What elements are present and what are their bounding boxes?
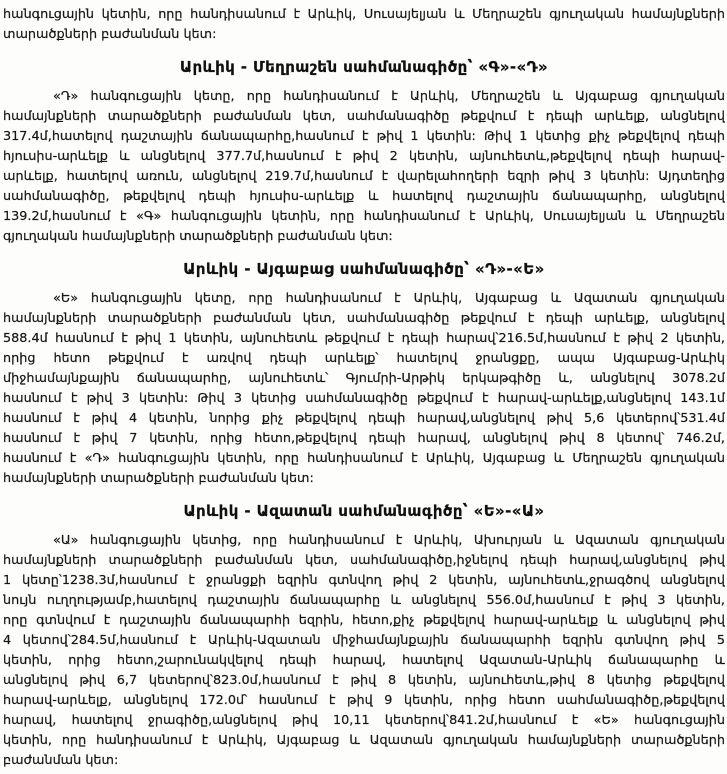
text-line: արևելք, հատելով առուն, անցնելով 219.7մ,հասնում է վարելահողերի եզրի թիվ 3 կետին: Այդտեղից <box>3 169 725 184</box>
text-line: հասնում է «Դ» հանգուցային կետին, որը հանդիսանում է Արևիկ, Այգաբաց և Մեղրաշեն գյուղական <box>3 451 725 466</box>
text-line: համայնքների տարածքների բաժանման կետ, սահմանագիծը թեքվում է դեպի արևելք, անցնելով <box>3 109 725 124</box>
text-line: «Ա» հանգուցային կետից, որը հանդիսանում է Արևիկ, Ախուրյան և Ազատան գյուղական <box>53 533 725 548</box>
text-line: համայնքների տարածքների բաժանման կետ, սահմանագիծը թեքվում է դեպի արևելք, անցնելով <box>3 311 725 326</box>
text-line: նույն ուղղությամբ,հատելով դաշտային ճանապարհը և անցնելով 556.0մ,հասնում է թիվ 3 կետին, <box>3 593 725 608</box>
text-line: 1 կետը՝1238.3մ,հասնում է ջրանցքի եզրին գտնվող թիվ 2 կետին, այնուհետև,ջրագծով անցնելով <box>3 573 725 588</box>
paragraph-section-2 <box>3 289 725 489</box>
text-line: տարածքների բաժանման կետ: <box>3 27 217 42</box>
paragraph-section-3 <box>3 531 725 771</box>
section-heading-arevik-aygabats: Արևիկ - Այգաբաց սահմանագիծը՝ «Դ»-«Ե» <box>183 260 545 278</box>
text-line: կետին, որից հետո,շարունակվելով դեպի հարավ, հատելով Ազատան-Արևիկ ճանապարհը և <box>3 653 725 668</box>
text-line: 588.4մ հասնում է թիվ 1 կետին, այնուհետև թեքվում է դեպի հարավ՝216.5մ,հասնում է թիվ 2 կետին, <box>3 331 725 346</box>
text-line: «Դ» հանգուցային կետը, որը հանդիսանում է Արևիկ, Մեղրաշեն և Այգաբաց գյուղական <box>53 89 725 104</box>
text-line: հասնում է թիվ 7 կետին, որից հետո,թեքվելով դեպի հարավ, անցնելով թիվ 8 կետով՝ 746.2մ, <box>3 431 725 446</box>
text-line: անցնելով թիվ 6,7 կետերով՝823.0մ,հասնում է թիվ 8 կետին, այնուհետև,թիվ 8 կետից թեքվելով <box>3 673 725 688</box>
text-line: բաժանման կետ: <box>3 753 119 768</box>
text-line: հանգուցային կետին, որը հանդիսանում է Արևիկ, Սուսայելյան և Մեղրաշեն գյուղական համայնքների <box>3 7 725 22</box>
text-line: կետին, որը հանդիսանում է Արևիկ, Այգաբաց և Ազատան գյուղական համայնքների տարածքների <box>3 733 725 748</box>
text-line: հյուսիս-արևելք և անցնելով 377.7մ,հասնում է թիվ 2 կետին, այնուհետև,թեքվելով դեպի հարավ- <box>3 149 725 164</box>
paragraph-section-1 <box>3 87 725 247</box>
text-line: համայնքների տարածքների բաժանման կետ, սահմանագիծը,իջնելով դեպի հարավ,անցնելով թիվ <box>3 553 725 568</box>
section-heading-arevik-azatan: Արևիկ - Ազատան սահմանագիծը՝ «Ե»-«Ա» <box>183 502 545 520</box>
text-line: 4 կետով՝284.5մ,հասնում է Արևիկ-Ազատան միջհամայնքային ճանապարհի եզրին գտնվող թիվ 5 <box>3 633 725 648</box>
text-line: գյուղական համայնքների տարածքների բաժանման կետ: <box>3 229 393 244</box>
text-line: «Ե» հանգուցային կետը, որը հանդիսանում է Արևիկ, Այգաբաց և Ազատան գյուղական <box>53 291 725 306</box>
text-line: հասնում է թիվ 3 կետին: Թիվ 3 կետից սահմանագիծը թեքվում է հարավ-արևելք,անցնելով 143.1մ <box>3 391 725 406</box>
paragraph-intro <box>3 5 725 45</box>
section-heading-arevik-meghrashen: Արևիկ - Մեղրաշեն սահմանագիծը՝ «Գ»-«Դ» <box>179 58 549 76</box>
text-line: համայնքների տարածքների բաժանման կետ: <box>3 471 314 486</box>
text-line: որից հետո թեքվում է առվով դեպի արևելք՝ հատելով ջրանցքը, ապա Այգաբաց-Արևիկ <box>3 351 725 366</box>
text-line: 139.2մ,հասնում է «Գ» հանգուցային կետին, որը հանդիսանում է Արևիկ, Սուսայելյան և Մեղրաշեն <box>3 209 725 224</box>
text-line: միջհամայնքային ճանապարհը, այնուհետև՝ Գյումրի-Արթիկ երկաթգիծը և, անցնելով 3078.2մ <box>3 371 725 386</box>
text-line: հասնում է թիվ 4 կետին, նորից քիչ թեքվելով դեպի հարավ,անցնելով թիվ 5,6 կետերով՝531.4մ <box>3 411 725 426</box>
text-line: սահմանագիծը, թեքվելով դեպի հյուսիս-արևելք և հատելով դաշտային ճանապարհը, անցնելով <box>3 189 725 204</box>
text-line: 317.4մ,հատելով դաշտային ճանապարհը,հասնում է թիվ 1 կետին: Թիվ 1 կետից քիչ թեքվելով դեպի <box>3 129 725 144</box>
text-line: հարավ, հատելով ջրագիծը,անցնելով թիվ 10,11 կետերով՝841.2մ,հասնում է «Ե» հանգուցային <box>3 713 725 728</box>
text-line: որը գտնվում է դաշտային ճանապարհի եզրին, հետո,քիչ թեքվելով հարավ-արևելք և անցնելով թիվ <box>3 613 725 628</box>
text-line: հարավ-արևելք, անցնելով 172.0մ՝ հասնում է թիվ 9 կետին, որից հետո սահմանագիծը,թեքվելով <box>3 693 725 708</box>
